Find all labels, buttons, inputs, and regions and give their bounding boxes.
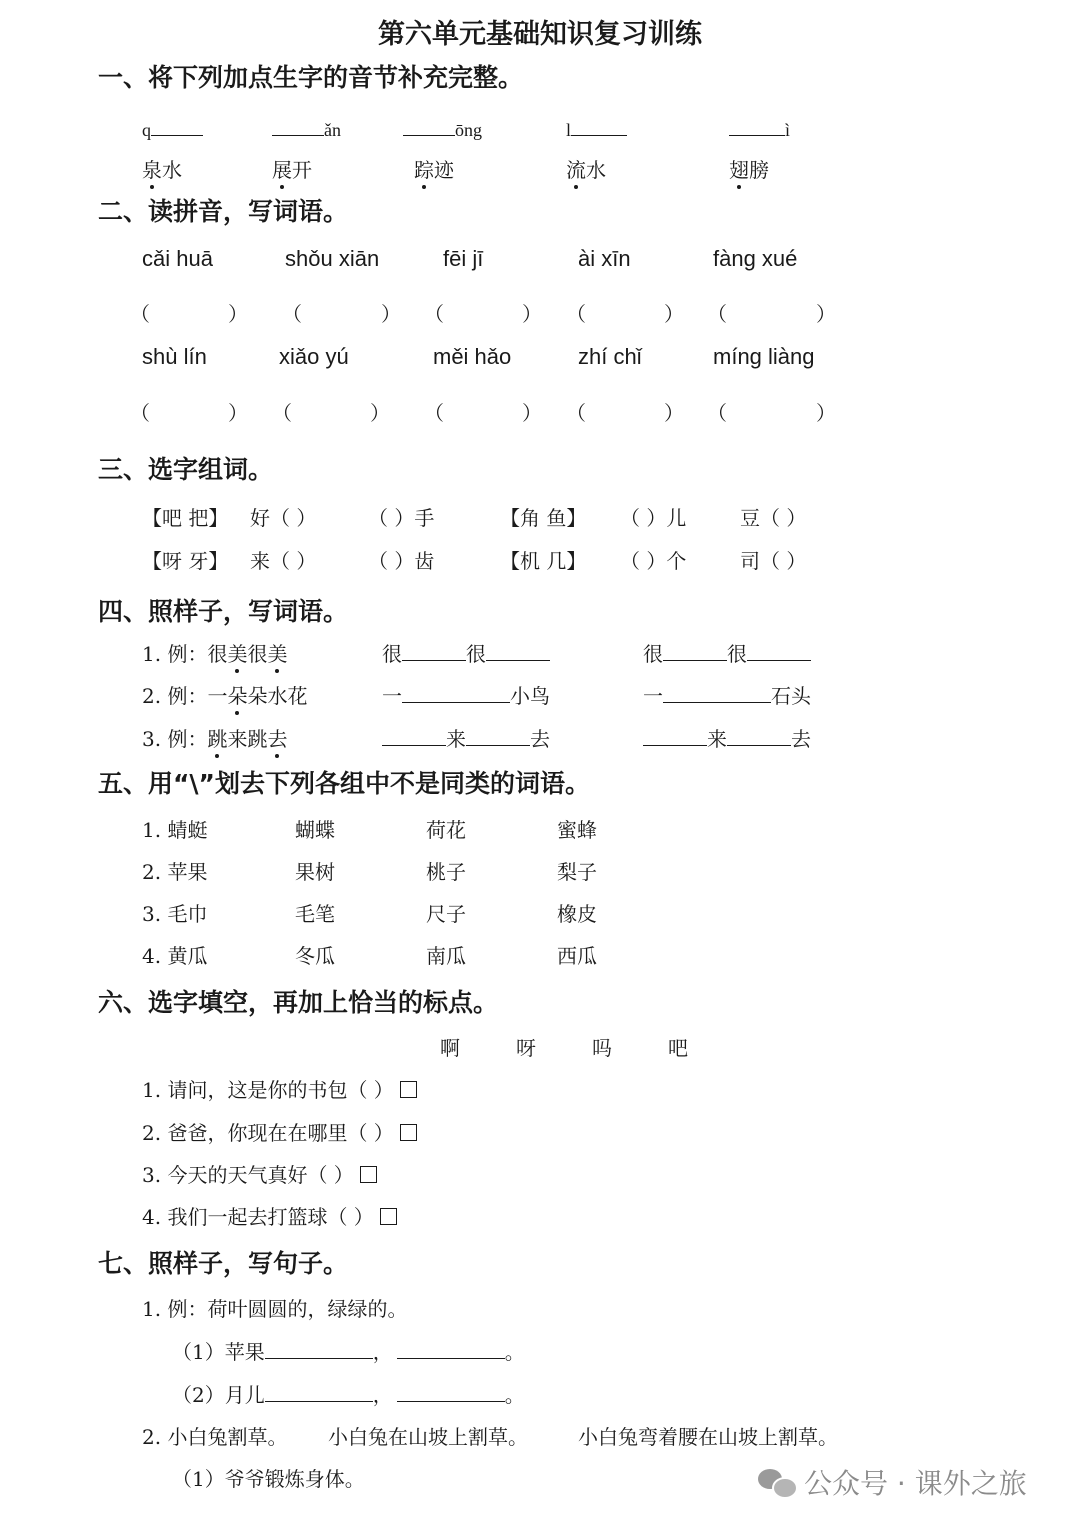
section-6-heading: 六、选字填空，再加上恰当的标点。 [98, 988, 499, 1017]
sentence-question-3[interactable]: （1）爷爷锻炼身体。 [172, 1467, 365, 1491]
pinyin-hint-2[interactable]: ǎn [272, 117, 341, 141]
answer-paren-5[interactable]: （ [707, 302, 727, 326]
group-word[interactable]: 冬瓜 [295, 944, 335, 968]
char-group-4: 【机 几】 [500, 549, 587, 573]
fill-item[interactable]: 来 去 [643, 723, 811, 752]
answer-paren-8-close: ） [522, 401, 542, 425]
group-word[interactable]: 4. 黄瓜 [142, 944, 208, 968]
punctuation-box[interactable] [380, 1208, 397, 1225]
answer-paren-6[interactable]: （ [130, 401, 150, 425]
group-word[interactable]: 桃子 [426, 860, 466, 884]
pinyin-4: ài xīn [578, 246, 631, 271]
section-3-heading: 三、选字组词。 [98, 455, 274, 484]
fill-item[interactable]: 很 很 [382, 638, 550, 667]
group-word[interactable]: 3. 毛巾 [142, 902, 208, 926]
pinyin-hint-3[interactable]: ōng [403, 117, 482, 141]
section-5-heading: 五、用“\”划去下列各组中不是同类的词语。 [98, 769, 590, 798]
example-2: 2. 例：一朵朵水花 [142, 680, 307, 709]
group-word[interactable]: 蜜蜂 [557, 818, 597, 842]
answer-paren-2-close: ） [381, 302, 401, 326]
section-7-heading: 七、照样子，写句子。 [98, 1249, 349, 1278]
blank-phrase[interactable]: 司（ ） [740, 549, 807, 573]
answer-paren-9[interactable]: （ [566, 401, 586, 425]
example-1: 1. 例：很美很美 [142, 638, 287, 667]
blank-phrase[interactable]: 豆（ ） [740, 506, 807, 530]
word-1: 泉水 [142, 154, 182, 183]
sentence-example-2b: 小白兔在山坡上割草。 [328, 1425, 528, 1449]
choice-char: 呀 [516, 1036, 536, 1060]
pinyin-8: měi hǎo [433, 344, 512, 369]
answer-paren-7-close: ） [370, 401, 390, 425]
fill-item[interactable]: 来 去 [382, 723, 550, 752]
answer-paren-6-close: ） [228, 401, 248, 425]
word-4: 流水 [566, 154, 606, 183]
group-word[interactable]: 尺子 [426, 902, 466, 926]
group-word[interactable]: 2. 苹果 [142, 860, 208, 884]
choice-char: 啊 [440, 1036, 460, 1060]
watermark: 公众号 · 课外之旅 [758, 1462, 1027, 1502]
pinyin-3: fēi jī [443, 246, 484, 271]
pinyin-5: fàng xué [713, 246, 798, 271]
answer-paren-5-close: ） [816, 302, 836, 326]
char-group-1: 【吧 把】 [142, 506, 229, 530]
word-2: 展开 [272, 154, 312, 183]
section-4-heading: 四、照样子，写词语。 [98, 597, 349, 626]
pinyin-2: shǒu xiān [285, 246, 380, 271]
pinyin-hint-5[interactable]: ì [729, 117, 790, 141]
punctuation-box[interactable] [400, 1081, 417, 1098]
answer-paren-1[interactable]: （ [130, 302, 150, 326]
group-word[interactable]: 南瓜 [426, 944, 466, 968]
fill-item[interactable]: 一 小鸟 [382, 684, 550, 708]
fill-sentence[interactable]: 2. 爸爸，你现在在哪里（ ） [142, 1117, 417, 1146]
answer-paren-10[interactable]: （ [707, 401, 727, 425]
group-word[interactable]: 橡皮 [557, 902, 597, 926]
punctuation-box[interactable] [360, 1166, 377, 1183]
fill-item[interactable]: 一 石头 [643, 684, 811, 708]
section-1-heading: 一、将下列加点生字的音节补充完整。 [98, 63, 524, 92]
answer-paren-9-close: ） [664, 401, 684, 425]
sentence-example-1: 1. 例：荷叶圆圆的，绿绿的。 [142, 1297, 408, 1321]
pinyin-7: xiǎo yú [279, 344, 349, 369]
page-title: 第六单元基础知识复习训练 [378, 19, 702, 50]
blank-phrase[interactable]: （ ）手 [368, 506, 435, 530]
fill-sentence[interactable]: 3. 今天的天气真好（ ） [142, 1159, 377, 1188]
fill-sentence[interactable]: 4. 我们一起去打篮球（ ） [142, 1201, 397, 1230]
group-word[interactable]: 梨子 [557, 860, 597, 884]
blank-phrase[interactable]: 好（ ） [250, 506, 317, 530]
sentence-fill[interactable]: （2）月儿 ， 。 [172, 1383, 525, 1407]
sentence-fill[interactable]: （1）苹果 ， 。 [172, 1340, 525, 1364]
pinyin-9: zhí chǐ [578, 344, 642, 369]
sentence-example-2c: 小白兔弯着腰在山坡上割草。 [578, 1425, 838, 1449]
pinyin-hint-1[interactable]: q [142, 117, 203, 141]
group-word[interactable]: 果树 [295, 860, 335, 884]
fill-sentence[interactable]: 1. 请问，这是你的书包（ ） [142, 1074, 417, 1103]
answer-paren-7[interactable]: （ [272, 401, 292, 425]
group-word[interactable]: 1. 蜻蜓 [142, 818, 208, 842]
group-word[interactable]: 毛笔 [295, 902, 335, 926]
sentence-example-2a: 2. 小白兔割草。 [142, 1425, 288, 1449]
group-word[interactable]: 蝴蝶 [295, 818, 335, 842]
answer-paren-8[interactable]: （ [424, 401, 444, 425]
group-word[interactable]: 西瓜 [557, 944, 597, 968]
pinyin-6: shù lín [142, 344, 207, 369]
answer-paren-4-close: ） [664, 302, 684, 326]
wechat-icon [758, 1467, 796, 1497]
char-group-2: 【角 鱼】 [500, 506, 587, 530]
section-2-heading: 二、读拼音，写词语。 [98, 197, 349, 226]
blank-phrase[interactable]: （ ）儿 [620, 506, 687, 530]
answer-paren-3[interactable]: （ [424, 302, 444, 326]
blank-phrase[interactable]: 来（ ） [250, 549, 317, 573]
pinyin-10: míng liàng [713, 344, 815, 369]
blank-phrase[interactable]: （ ）个 [620, 549, 687, 573]
answer-paren-3-close: ） [522, 302, 542, 326]
answer-paren-10-close: ） [816, 401, 836, 425]
example-3: 3. 例：跳来跳去 [142, 723, 287, 752]
fill-item[interactable]: 很 很 [643, 638, 811, 667]
answer-paren-1-close: ） [228, 302, 248, 326]
answer-paren-4[interactable]: （ [566, 302, 586, 326]
pinyin-hint-4[interactable]: l [566, 117, 627, 141]
choice-char: 吗 [592, 1036, 612, 1060]
char-group-3: 【呀 牙】 [142, 549, 229, 573]
blank-phrase[interactable]: （ ）齿 [368, 549, 435, 573]
word-5: 翅膀 [729, 154, 769, 183]
choice-char: 吧 [668, 1036, 688, 1060]
answer-paren-2[interactable]: （ [282, 302, 302, 326]
punctuation-box[interactable] [400, 1124, 417, 1141]
pinyin-1: cǎi huā [142, 246, 213, 271]
word-3: 踪迹 [414, 154, 454, 183]
group-word[interactable]: 荷花 [426, 818, 466, 842]
